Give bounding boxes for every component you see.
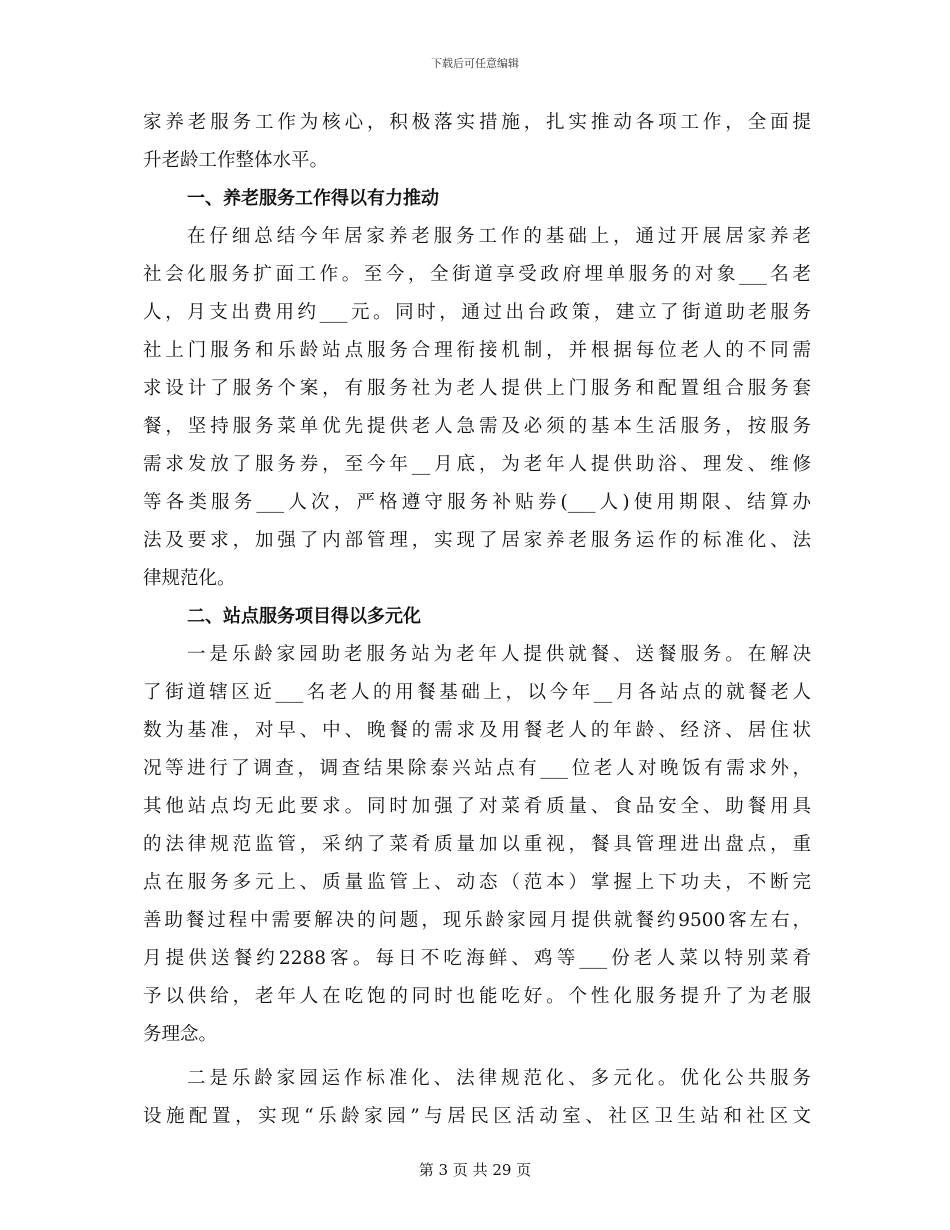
text-line: 予以供给，老年人在吃饱的同时也能吃好。个性化服务提升了为老服 [143,986,811,1007]
text-line: 在仔细总结今年居家养老服务工作的基础上，通过开展居家养老 [187,226,811,247]
section-heading: 二、站点服务项目得以多元化 [187,606,421,627]
text-line: 升老龄工作整体水平。 [143,150,329,171]
text-line: 人，月支出费用约___元。同时，通过出台政策，建立了街道助老服务 [143,302,811,323]
text-line: 的法律规范监管，采纳了菜肴质量加以重视，餐具管理进出盘点，重 [143,834,811,855]
text-line: 一是乐龄家园助老服务站为老年人提供就餐、送餐服务。在解决 [187,644,811,665]
text-line: 律规范化。 [143,568,236,589]
text-line: 社会化服务扩面工作。至今，全街道享受政府埋单服务的对象___名老 [143,264,811,285]
page-footer: 第 3 页 共 29 页 [418,1161,532,1179]
text-line: 数为基准，对早、中、晚餐的需求及用餐老人的年龄、经济、居住状 [143,720,811,741]
text-line: 求设计了服务个案，有服务社为老人提供上门服务和配置组合服务套 [143,378,811,399]
text-line: 法及要求，加强了内部管理，实现了居家养老服务运作的标准化、法 [143,530,811,551]
text-line: 设施配置，实现“乐龄家园”与居民区活动室、社区卫生站和社区文 [143,1106,811,1127]
page-header: 下载后可任意编辑 [431,57,519,70]
text-line: 社上门服务和乐龄站点服务合理衔接机制，并根据每位老人的不同需 [143,340,811,361]
text-line: 况等进行了调查，调查结果除泰兴站点有___位老人对晚饭有需求外， [143,758,811,779]
text-line: 务理念。 [143,1024,218,1045]
text-line: 家养老服务工作为核心，积极落实措施，扎实推动各项工作，全面提 [143,112,811,133]
text-line: 其他站点均无此要求。同时加强了对菜肴质量、食品安全、助餐用具 [143,796,811,817]
text-line: 餐，坚持服务菜单优先提供老人急需及必须的基本生活服务，按服务 [143,416,811,437]
text-line: 善助餐过程中需要解决的问题，现乐龄家园月提供就餐约9500客左右， [143,910,811,931]
text-line: 点在服务多元上、质量监管上、动态（范本）掌握上下功夫，不断完 [143,872,811,893]
text-line: 了街道辖区近___名老人的用餐基础上，以今年__月各站点的就餐老人 [143,682,811,703]
text-line: 等各类服务___人次，严格遵守服务补贴券(___人)使用期限、结算办 [143,492,811,513]
text-line: 月提供送餐约2288客。每日不吃海鲜、鸡等___份老人菜以特别菜肴 [143,948,811,969]
text-line: 二是乐龄家园运作标准化、法律规范化、多元化。优化公共服务 [187,1068,811,1089]
section-heading: 一、养老服务工作得以有力推动 [187,188,439,209]
text-line: 需求发放了服务券，至今年__月底，为老年人提供助浴、理发、维修 [143,454,811,475]
document-body [143,104,811,1136]
